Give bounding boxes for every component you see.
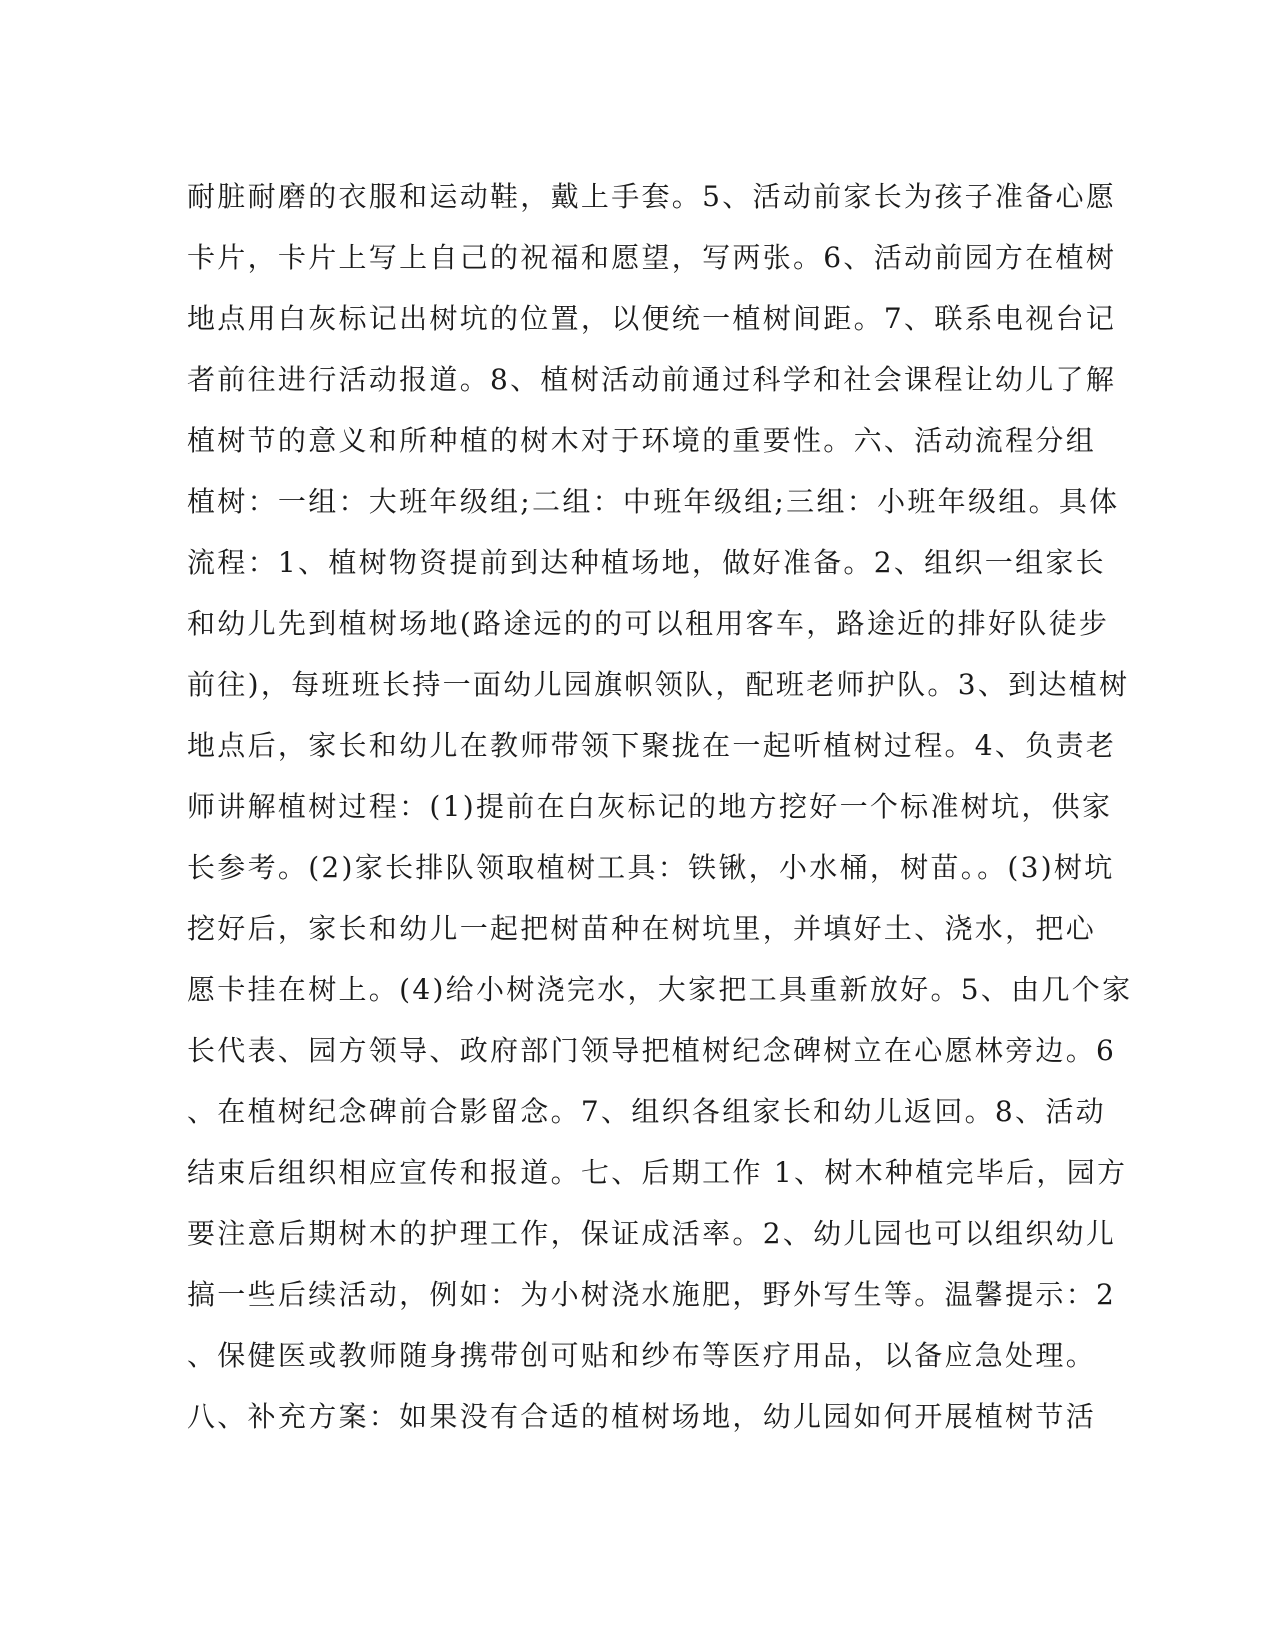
text-line-3: 地点用白灰标记出树坑的位置，以便统一植树间距。7、联系电视台记 [187,302,1117,335]
text-line-1: 耐脏耐磨的衣服和运动鞋，戴上手套。5、活动前家长为孩子准备心愿 [187,180,1117,213]
text-line-17: 结束后组织相应宣传和报道。七、后期工作 1、树木种植完毕后，园方 [187,1156,1128,1189]
text-line-14: 愿卡挂在树上。(4)给小树浇完水，大家把工具重新放好。5、由几个家 [187,973,1133,1006]
text-line-18: 要注意后期树木的护理工作，保证成活率。2、幼儿园也可以组织幼儿 [187,1217,1117,1250]
text-line-11: 师讲解植树过程：(1)提前在白灰标记的地方挖好一个标准树坑，供家 [187,790,1113,823]
text-line-15: 长代表、园方领导、政府部门领导把植树纪念碑树立在心愿林旁边。6 [187,1034,1117,1067]
text-line-4: 者前往进行活动报道。8、植树活动前通过科学和社会课程让幼儿了解 [187,363,1117,396]
text-line-21: 八、补充方案：如果没有合适的植树场地，幼儿园如何开展植树节活 [187,1400,1097,1433]
text-line-2: 卡片，卡片上写上自己的祝福和愿望，写两张。6、活动前园方在植树 [187,241,1117,274]
text-line-12: 长参考。(2)家长排队领取植树工具：铁锹，小水桶，树苗。。(3)树坑 [187,851,1115,884]
text-line-20: 、保健医或教师随身携带创可贴和纱布等医疗用品，以备应急处理。 [187,1339,1097,1372]
text-line-19: 搞一些后续活动，例如：为小树浇水施肥，野外写生等。温馨提示：2 [187,1278,1117,1311]
text-line-8: 和幼儿先到植树场地(路途远的的可以租用客车，路途近的排好队徒步 [187,607,1110,640]
body-text [187,166,1133,1447]
text-line-6: 植树：一组：大班年级组;二组：中班年级组;三组：小班年级组。具体 [187,485,1120,518]
text-line-13: 挖好后，家长和幼儿一起把树苗种在树坑里，并填好土、浇水，把心 [187,912,1097,945]
text-line-9: 前往)，每班班长持一面幼儿园旗帜领队，配班老师护队。3、到达植树 [187,668,1130,701]
text-line-10: 地点后，家长和幼儿在教师带领下聚拢在一起听植树过程。4、负责老 [187,729,1117,762]
text-line-5: 植树节的意义和所种植的树木对于环境的重要性。六、活动流程分组 [187,424,1097,457]
text-line-7: 流程：1、植树物资提前到达种植场地，做好准备。2、组织一组家长 [187,546,1106,579]
text-line-16: 、在植树纪念碑前合影留念。7、组织各组家长和幼儿返回。8、活动 [187,1095,1106,1128]
